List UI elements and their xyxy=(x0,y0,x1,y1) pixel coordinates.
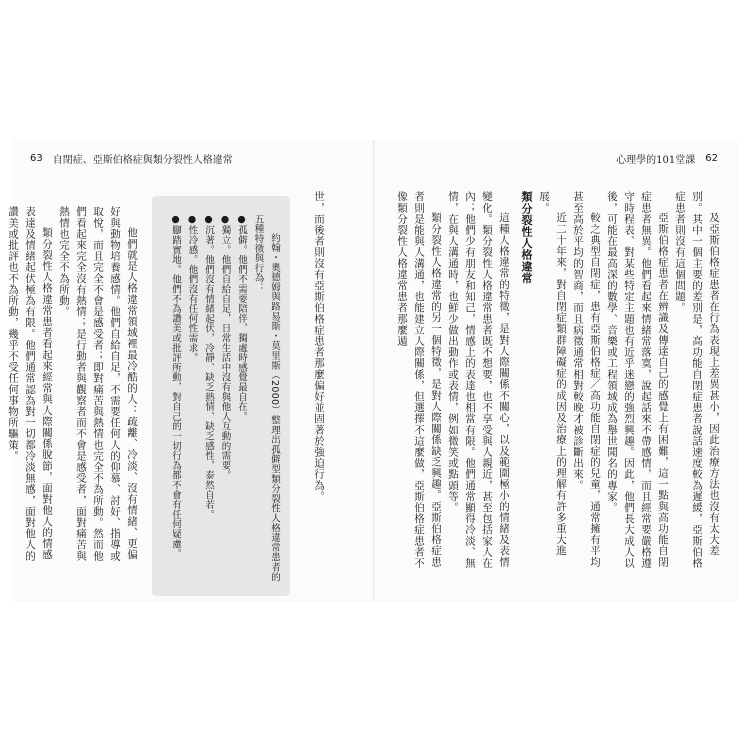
box-list-item: ●獨立。他們自給自足，日常生活中沒有與他人互動的需要。 xyxy=(219,214,231,481)
paragraph: 這種人格違常的特徵，是對人際關係不關心，以及範圍極小的情緒及表情變化。類分裂性人格違常患者既不想要，也不享受與人親近，甚至包括家人在內；他們少有朋友和知己，情感上的表達也相當有限。他們通常顯得冷淡、無情，在與人溝通時，也鮮少做出動作或表情，例如微笑或點頭等。 xyxy=(447,191,510,569)
box-list-item: ●腳踏實地。他們不為讚美或批評所動，對自己的一切行為都不會有任何疑慮。 xyxy=(170,214,181,559)
box-list-item: ●沉著。他們沒有情緒起伏，冷靜、缺乏熱情、缺乏感性，泰然自若。 xyxy=(203,214,214,520)
sidebar-box-text xyxy=(160,214,282,584)
box-item-text: 腳踏實地。他們不為讚美或批評所動，對自己的一切行為都不會有任何疑慮。 xyxy=(170,225,181,559)
box-intro: 約翰・奧德姆與路易斯・莫里斯（2000）整理出孤僻型類分裂性人格違常患者的五種特徵與行為： xyxy=(252,214,280,582)
box-list-item: ●性冷感。他們沒有任何性需求。 xyxy=(186,214,198,363)
section-heading: 類分裂性人格違常 xyxy=(520,191,533,284)
right-running-header xyxy=(616,151,718,166)
sidebar-box xyxy=(152,196,290,596)
right-book-title: 心理學的101堂課 xyxy=(616,155,696,166)
left-page-number: 63 xyxy=(30,153,43,164)
paragraph: 類分裂性人格違常的另一個特徵，是對人際關係缺乏興趣。亞斯伯格症患者則是能與人溝通，也能建立人際關係，但選擇不這麼做，亞斯伯格症患者不像類分裂性人格違常患者那麼遁 xyxy=(396,191,442,569)
paragraph: 世，而後者則沒有亞斯伯格症患者那麼偏好並固著於強迫行為。 xyxy=(313,191,325,502)
box-item-text: 孤僻。他們不需要陪伴，獨處時感覺最自在。 xyxy=(236,225,247,422)
left-page-lower-text xyxy=(7,206,140,571)
left-running-header xyxy=(30,151,233,166)
box-item-text: 獨立。他們自給自足，日常生活中沒有與他人互動的需要。 xyxy=(219,225,231,481)
paragraph: 近二十年來，對自閉症類群障礙症的成因及治療上的理解有許多重大進展。 xyxy=(538,191,567,557)
right-page-number: 62 xyxy=(705,153,718,164)
paragraph: 亞斯伯格症患者在辨識及傳達自己的感覺上有困難，這一點與高功能自閉症患者無異。他們看起來情緒常落寞，說起話來不帶感情，而且經常要嚴格遵守時程表、對某些特定主題也有近乎迷戀的強烈興趣。因此，他們長大成人以後，可能在最高深的數學、音樂或工程領域成為舉世聞名的專家。 xyxy=(606,191,669,569)
right-page-body xyxy=(396,191,722,571)
paragraph: 及亞斯伯格症患者在行為表現上差異甚小，因此治療方法也沒有太大差別。其中一個主要的差別是，高功能自閉症患者說話速度較為遲緩，亞斯伯格症患者則沒有這個問題。 xyxy=(674,191,720,569)
box-list-item: ●孤僻。他們不需要陪伴，獨處時感覺最自在。 xyxy=(236,214,247,422)
left-page-top-text xyxy=(305,191,327,571)
paragraph: 較之典型自閉症，患有亞斯伯格症／高功能自閉症的兒童，通常擁有平均甚至高於平均的智商，而且病徵通常相對較晚才被診斷出來。 xyxy=(572,191,601,568)
left-chapter-title: 自閉症、亞斯伯格症與類分裂性人格違常 xyxy=(52,155,233,166)
paragraph: 類分裂性人格違常患者看起來經常與人際關係脫節，面對他人的情感表達及情緒起伏極為有限。他們通常認為對一切都冷淡無感，面對他人的讚美或批評也不為所動，幾乎不受任何事物所驅策。 xyxy=(7,206,53,562)
paragraph: 他們就是人格違常領域裡最冷酷的人：疏離、冷淡、沒有情緒、更偏好與動物培養感情。他們自給自足，不需要任何人的仰慕、討好、指導或取悅，而且完全不會是感受者；即對痛苦與熱情也完全不為所動。然而他們看起來完全沒有熱情；是行動者與觀察者而不會是感受者，面對痛苦與熱情也完全不為所動。 xyxy=(58,206,138,562)
book-gutter xyxy=(373,140,375,600)
box-item-text: 性冷感。他們沒有任何性需求。 xyxy=(186,225,198,363)
box-item-text: 沉著。他們沒有情緒起伏，冷靜、缺乏熱情、缺乏感性，泰然自若。 xyxy=(203,225,214,520)
